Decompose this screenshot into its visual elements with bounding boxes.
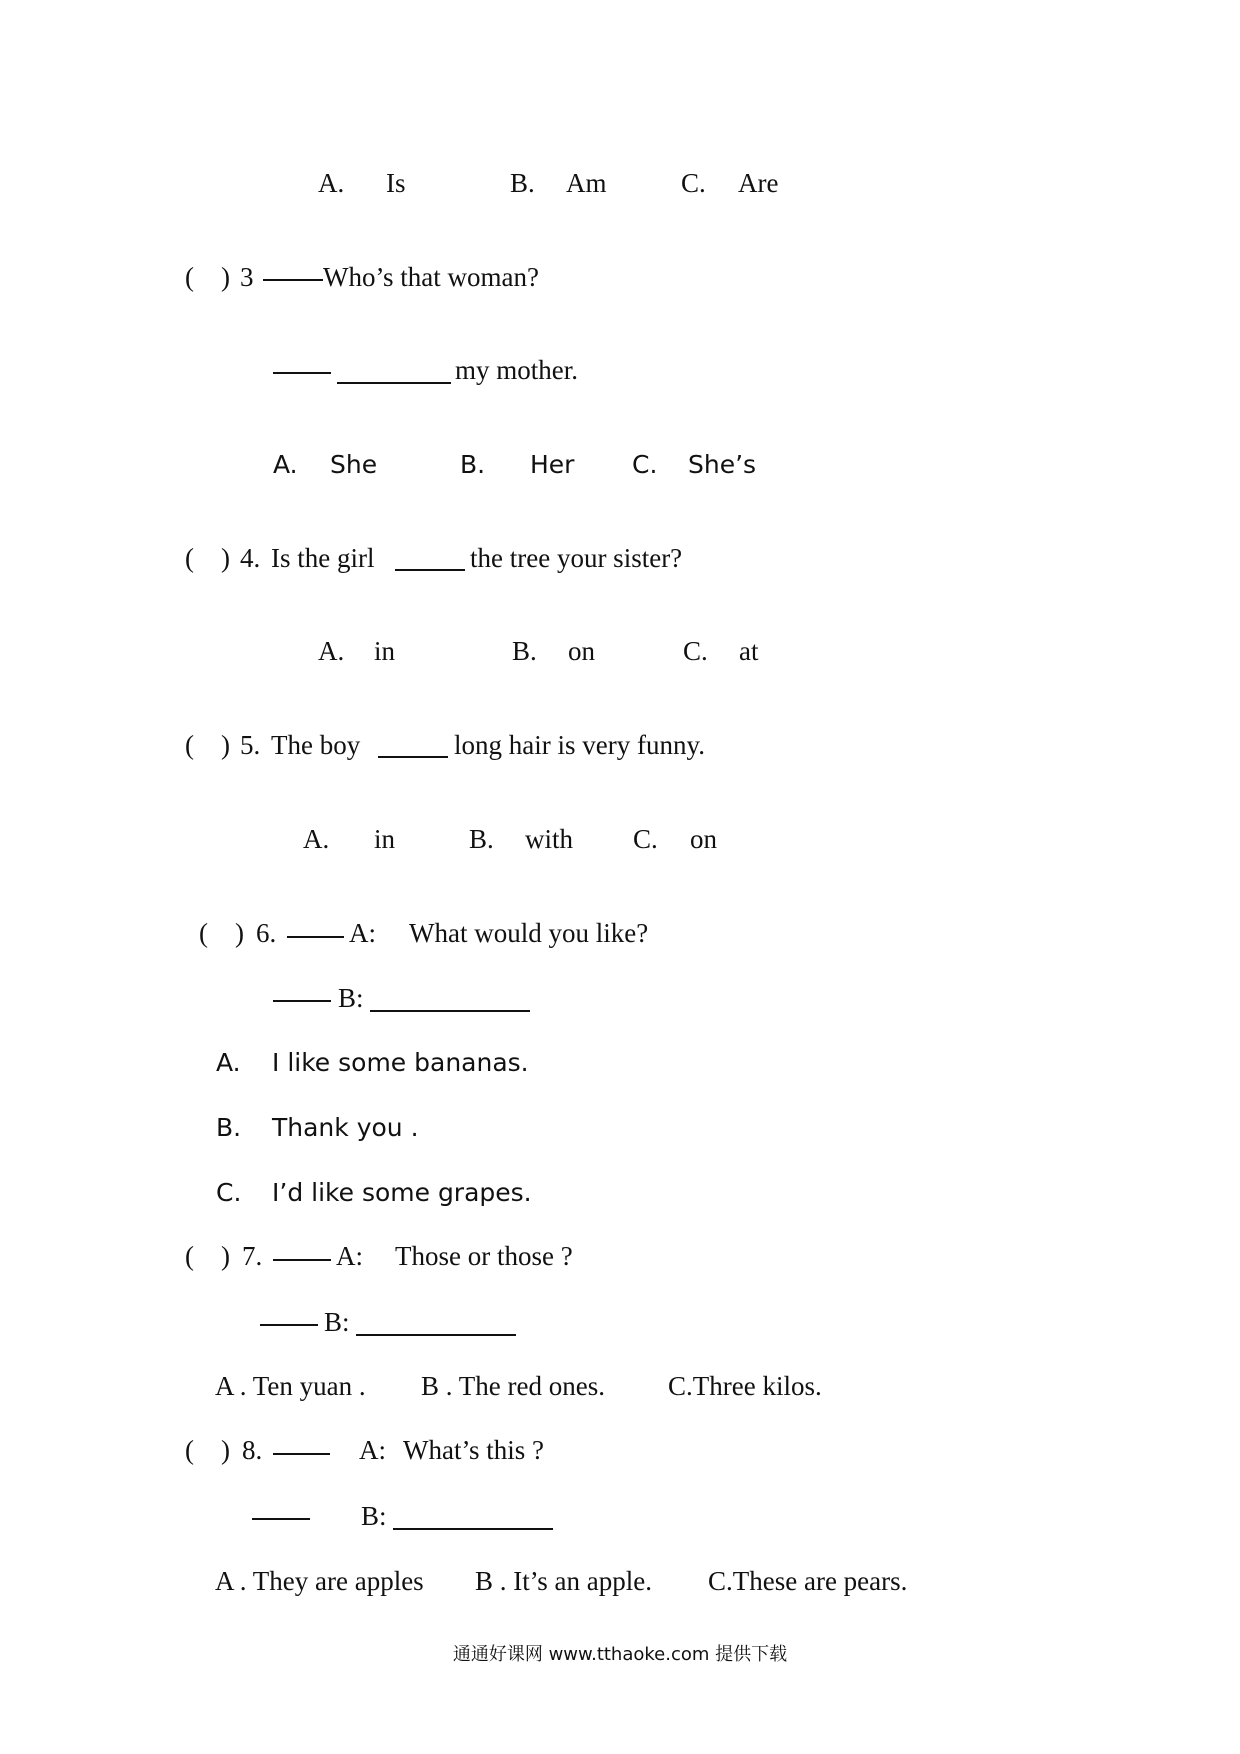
q4-option-a-letter: A. <box>318 636 345 666</box>
q7-prompt: Those or those ? <box>395 1241 573 1271</box>
q3-answer-blank <box>337 381 451 384</box>
q3-prompt: Who’s that woman? <box>323 262 539 292</box>
q4-answer-paren[interactable]: ( ) <box>185 543 230 573</box>
q5-option-a-text: in <box>374 824 396 854</box>
page-footer: 通通好课网 www.tthaoke.com 提供下载 <box>452 1644 788 1665</box>
q7-dialog-dash-b <box>260 1324 318 1326</box>
q8-answer-paren[interactable]: ( ) <box>185 1435 230 1465</box>
q6-prompt: What would you like? <box>409 918 649 948</box>
q8-option-b: B . It’s an apple. <box>475 1566 652 1596</box>
q7-option-a: A . Ten yuan . <box>215 1371 366 1401</box>
q6-dialog-dash-a <box>287 936 344 938</box>
q3-answer-tail: my mother. <box>455 355 578 385</box>
q4-option-a-text: in <box>374 636 396 666</box>
q3-reply-dash <box>273 372 331 374</box>
q5-option-b-text: with <box>525 824 574 854</box>
q5-option-c-text: on <box>690 824 717 854</box>
q7-number: 7. <box>242 1241 263 1271</box>
q5-option-a-letter: A. <box>303 824 330 854</box>
q2-option-c-text: Are <box>738 168 779 198</box>
q7-answer-blank <box>356 1333 516 1336</box>
q6-option-a-text: I like some bananas. <box>272 1048 529 1077</box>
q8-option-a: A . They are apples <box>215 1566 424 1596</box>
q2-option-c-letter: C. <box>681 168 706 198</box>
q7-speaker-b: B: <box>324 1307 350 1337</box>
q3-option-c-text: She’s <box>688 450 757 479</box>
q5-answer-paren[interactable]: ( ) <box>185 730 230 760</box>
q8-speaker-b: B: <box>361 1501 387 1531</box>
q8-dialog-dash-b <box>252 1518 310 1520</box>
q4-option-b-letter: B. <box>512 636 537 666</box>
q8-number: 8. <box>242 1435 263 1465</box>
q5-prompt-before: The boy <box>271 730 361 760</box>
q3-option-a-text: She <box>330 450 378 479</box>
q6-speaker-b: B: <box>338 983 364 1013</box>
q2-option-a-text: Is <box>386 168 406 198</box>
q3-option-b-text: Her <box>530 450 575 479</box>
q2-option-b-text: Am <box>566 168 607 198</box>
q5-prompt-after: long hair is very funny. <box>454 730 705 760</box>
q3-option-a-letter: A. <box>273 450 298 479</box>
q5-option-b-letter: B. <box>469 824 494 854</box>
q4-option-b-text: on <box>568 636 595 666</box>
q3-answer-paren[interactable]: ( ) <box>185 262 230 292</box>
q5-blank <box>378 755 448 758</box>
q6-option-c-text: I’d like some grapes. <box>272 1178 532 1207</box>
q4-prompt-before: Is the girl <box>271 543 375 573</box>
q6-option-b-text: Thank you . <box>272 1113 419 1142</box>
q4-number: 4. <box>240 543 261 573</box>
q4-option-c-letter: C. <box>683 636 708 666</box>
q8-dialog-dash-a <box>273 1453 330 1455</box>
q8-prompt: What’s this ? <box>403 1435 544 1465</box>
q8-speaker-a: A: <box>359 1435 386 1465</box>
q6-option-a-letter: A. <box>216 1048 241 1077</box>
q7-answer-paren[interactable]: ( ) <box>185 1241 230 1271</box>
q2-option-b-letter: B. <box>510 168 535 198</box>
q4-prompt-after: the tree your sister? <box>470 543 683 573</box>
q7-option-c: C.Three kilos. <box>668 1371 822 1401</box>
q8-option-c: C.These are pears. <box>708 1566 908 1596</box>
q3-dialog-dash <box>263 279 323 281</box>
q6-answer-blank <box>370 1009 530 1012</box>
q5-number: 5. <box>240 730 261 760</box>
q6-answer-paren[interactable]: ( ) <box>199 918 244 948</box>
q2-option-a-letter: A. <box>318 168 345 198</box>
q4-blank <box>395 568 465 571</box>
q3-option-b-letter: B. <box>460 450 486 479</box>
q6-number: 6. <box>256 918 277 948</box>
q6-speaker-a: A: <box>349 918 376 948</box>
q6-option-b-letter: B. <box>216 1113 242 1142</box>
q7-dialog-dash-a <box>273 1259 331 1261</box>
q4-option-c-text: at <box>739 636 759 666</box>
q7-speaker-a: A: <box>336 1241 363 1271</box>
q7-option-b: B . The red ones. <box>421 1371 605 1401</box>
q8-answer-blank <box>393 1527 553 1530</box>
q6-dialog-dash-b <box>273 1000 331 1002</box>
q3-number: 3 <box>240 262 254 292</box>
q3-option-c-letter: C. <box>632 450 658 479</box>
q6-option-c-letter: C. <box>216 1178 242 1207</box>
q5-option-c-letter: C. <box>633 824 658 854</box>
